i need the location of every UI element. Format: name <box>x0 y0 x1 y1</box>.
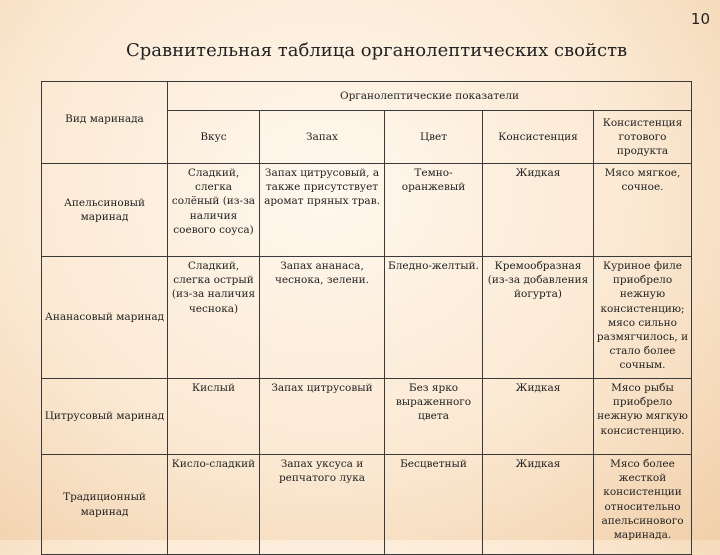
cell-taste: Кислый <box>168 379 260 455</box>
row-name: Апельсиновый маринад <box>42 164 168 257</box>
header-taste: Вкус <box>168 111 260 164</box>
cell-consistency: Жидкая <box>483 164 594 257</box>
cell-product-consistency: Мясо рыбы приобрело нежную мягкую консистенцию. <box>594 379 692 455</box>
table-row <box>42 379 692 455</box>
row-name: Цитрусовый маринад <box>42 379 168 455</box>
page-title: Сравнительная таблица органолептических свойств <box>126 40 628 61</box>
page-number: 10 <box>690 10 710 28</box>
cell-color: Бледно-желтый. <box>385 257 483 379</box>
header-consistency: Консистенция <box>483 111 594 164</box>
cell-smell: Запах цитрусовый, а также присутствует аромат пряных трав. <box>260 164 385 257</box>
header-marinade-type: Вид маринада <box>42 82 168 164</box>
table-row <box>42 164 692 257</box>
row-name: Ананасовый маринад <box>42 257 168 379</box>
cell-consistency: Жидкая <box>483 455 594 555</box>
cell-consistency: Кремообразная (из-за добавления йогурта) <box>483 257 594 379</box>
row-name: Традиционный маринад <box>42 455 168 555</box>
cell-consistency: Жидкая <box>483 379 594 455</box>
cell-color: Бесцветный <box>385 455 483 555</box>
cell-product-consistency: Мясо более жесткой консистенции относительно апельсинового маринада. <box>594 455 692 555</box>
cell-product-consistency: Мясо мягкое, сочное. <box>594 164 692 257</box>
cell-taste: Сладкий, слегка солёный (из-за наличия соевого соуса) <box>168 164 260 257</box>
table-header-row <box>42 82 692 111</box>
cell-taste: Кисло-сладкий <box>168 455 260 555</box>
cell-smell: Запах уксуса и репчатого лука <box>260 455 385 555</box>
cell-product-consistency: Куриное филе приобрело нежную консистенцию; мясо сильно размягчилось, и стало более сочным. <box>594 257 692 379</box>
header-smell: Запах <box>260 111 385 164</box>
comparison-table <box>41 81 692 555</box>
table-row <box>42 257 692 379</box>
header-color: Цвет <box>385 111 483 164</box>
cell-taste: Сладкий, слегка острый (из-за наличия чеснока) <box>168 257 260 379</box>
header-organoleptic-group: Органолептические показатели <box>168 82 692 111</box>
header-product-consistency: Консистенция готового продукта <box>594 111 692 164</box>
cell-color: Темно-оранжевый <box>385 164 483 257</box>
cell-color: Без ярко выраженного цвета <box>385 379 483 455</box>
cell-smell: Запах цитрусовый <box>260 379 385 455</box>
cell-smell: Запах ананаса, чеснока, зелени. <box>260 257 385 379</box>
